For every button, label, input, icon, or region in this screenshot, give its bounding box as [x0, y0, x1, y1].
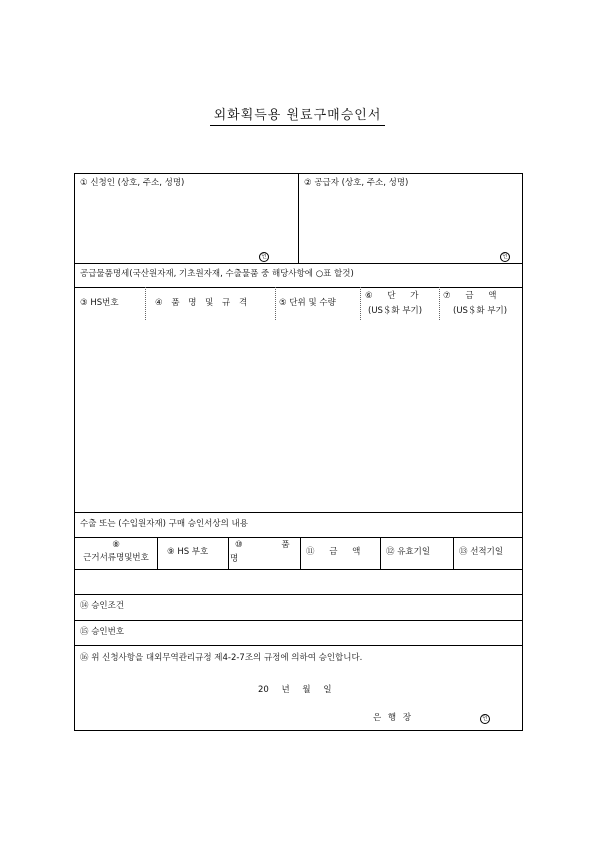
col-unit-qty: ⑤ 단위 및 수량: [279, 298, 336, 308]
applicant-label: ① 신청인 (상호, 주소, 성명): [80, 178, 185, 188]
document-title: 외화획득용 원료구매승인서: [0, 104, 595, 126]
bank-seal: 인: [480, 714, 490, 724]
col-hs-number: ③ HS번호: [80, 298, 119, 308]
approval-form: [74, 173, 523, 731]
approval-statement: ⑯ 위 신청사항을 대외무역관리규정 제4-2-7조의 규정에 의하여 승인합니다.: [80, 653, 363, 663]
e-col-ship-date: ⑬ 선적기일: [459, 547, 504, 557]
col-item-spec: ④ 품 명 및 규 격: [155, 298, 251, 308]
export-content-label: 수출 또는 (수입원자재) 구매 승인서상의 내용: [80, 519, 248, 529]
e-col-valid-date: ⑫ 유효기일: [386, 547, 431, 557]
goods-detail-label: 공급물품명세(국산원자재, 기초원자재, 수출물품 중 해당사항에 ○표 할것): [80, 269, 354, 279]
e-col-item-1: ⑩ 품: [235, 540, 308, 550]
e-col-amount: ⑪ 금 액: [306, 547, 367, 557]
approval-number-label: ⑮ 승인번호: [80, 627, 125, 637]
col-amount-note: (US＄화 부기): [453, 306, 508, 316]
e-col-hs-code: ⑨ HS 부호: [167, 547, 209, 557]
col-amount: ⑦ 금 액: [443, 291, 503, 301]
e-col-doc-num: ⑧: [112, 540, 120, 550]
bank-head-label: 은 행 장: [373, 713, 414, 723]
e-col-item-2: 명: [230, 554, 239, 564]
supplier-seal: 인: [500, 252, 510, 262]
applicant-seal: 인: [259, 252, 269, 262]
approval-conditions-label: ⑭ 승인조건: [80, 601, 125, 611]
col-unit-price: ⑥ 단 가: [365, 291, 425, 301]
supplier-label: ② 공급자 (상호, 주소, 성명): [304, 178, 409, 188]
col-unit-price-note: (US＄화 부기): [368, 306, 423, 316]
e-col-doc-name: 근거서류명및번호: [83, 553, 149, 563]
date-line: 20 년 월 일: [258, 685, 332, 695]
